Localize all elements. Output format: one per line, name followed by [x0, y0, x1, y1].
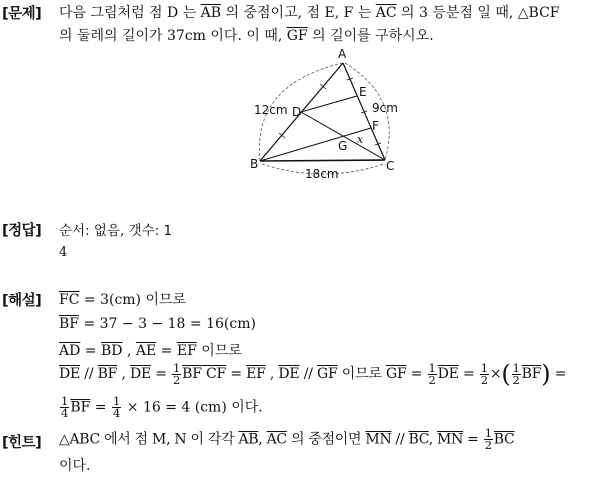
hint-line-1 [59, 428, 514, 451]
times-sign: × [489, 366, 502, 382]
problem-text: 의 중점이고, 점 E, F 는 [221, 5, 376, 21]
segment-gf: $\overline{GF}$ [286, 28, 308, 44]
segment-ad: $\overline{AD}$ [59, 343, 81, 359]
solution-line-5 [59, 396, 263, 419]
segment-mn: $\overline{MN}$ [365, 431, 392, 448]
segment-bd: $\overline{BD}$ [100, 343, 123, 359]
segment-gf: $\overline{GF}$ [317, 366, 338, 382]
solution-line-1 [59, 289, 186, 309]
point-g-label: G [338, 139, 348, 153]
point-f-label: F [372, 119, 379, 133]
segment-ae: $\overline{AE}$ [135, 343, 157, 359]
solution-line-2 [59, 316, 256, 332]
side-bc [260, 160, 385, 161]
segment-bf: $\overline{BF}$ [59, 316, 80, 332]
segment-ab: $\overline{AB}$ [238, 431, 259, 448]
segment-gf: $\overline{GF}$ [385, 366, 407, 382]
solution-text: = [406, 366, 427, 382]
solution-text: 이므로 [337, 366, 386, 382]
point-a-label: A [338, 47, 347, 61]
solution-text: = [458, 366, 479, 382]
solution-line-3 [59, 340, 242, 360]
answer-value: 4 [59, 245, 68, 260]
hint-line-2: 이다. [59, 458, 91, 474]
fraction-numerator: 1 [428, 360, 436, 375]
point-d-label: D [292, 105, 302, 119]
fraction-half [428, 360, 437, 387]
fraction-quarter [112, 396, 121, 419]
solution-text: = [90, 399, 111, 416]
solution-line-4 [59, 360, 566, 388]
solution-text: = [226, 366, 247, 382]
segment-de: $\overline{DE}$ [59, 366, 81, 382]
fraction-numerator: 1 [512, 360, 520, 375]
right-paren: ) [541, 360, 551, 388]
segment-bf: $\overline{BF}$ [521, 366, 542, 382]
segment-bf: $\overline{BF}$ [70, 399, 91, 416]
fraction-numerator: 1 [61, 394, 69, 408]
fraction-denominator: 4 [112, 406, 121, 420]
solution-text: = 37 − 3 − 18 = 16(cm) [79, 316, 256, 332]
solution-text: = [80, 343, 101, 359]
answer-label: [정답] [2, 223, 42, 239]
segment-ab: $\overline{AB}$ [200, 5, 222, 21]
answer-meta: 순서: 없음, 갯수: 1 [59, 223, 173, 239]
length-ab-label: 12cm [254, 103, 288, 117]
fraction-half [172, 360, 181, 387]
fraction-denominator: 2 [480, 372, 488, 387]
solution-label: [해설] [2, 293, 42, 309]
hint-text: △ABC 에서 점 M, N 이 각각 [59, 431, 239, 448]
problem-label: [문제] [2, 6, 42, 22]
fraction-quarter [60, 396, 69, 419]
fraction-denominator: 4 [61, 406, 69, 420]
segment-ef: $\overline{EF}$ [176, 343, 197, 359]
fraction-numerator: 1 [480, 360, 488, 375]
solution-text: , [117, 366, 130, 382]
segment-fc: $\overline{FC}$ [59, 292, 80, 308]
segment-bf: $\overline{BF}$ [97, 366, 118, 382]
triangle-figure [248, 44, 408, 184]
segment-de: $\overline{DE}$ [437, 366, 459, 382]
segment-de [301, 96, 357, 112]
parallel-sign: // [80, 366, 98, 382]
solution-text: × 16 = 4 (cm) 이다. [122, 399, 263, 416]
hint-label: [힌트] [2, 435, 42, 451]
segment-mn: $\overline{MN}$ [437, 431, 464, 448]
solution-text: = [550, 366, 567, 382]
point-b-label: B [250, 157, 259, 171]
problem-text: 의 3 등분점 일 때, △BCF [396, 5, 560, 21]
solution-text: = [156, 343, 177, 359]
hint-text: , [428, 431, 438, 448]
segment-ef: $\overline{EF}$ [246, 366, 266, 382]
solution-text: , [122, 343, 136, 359]
problem-text: 다음 그림처럼 점 D 는 [59, 5, 201, 21]
problem-text: 의 둘레의 길이가 37cm 이다. 이 때, [59, 28, 287, 44]
fraction-half [480, 360, 489, 387]
segment-bf [260, 128, 371, 161]
fraction-denominator: 2 [428, 372, 436, 387]
segment-bc: $\overline{BC}$ [408, 431, 429, 448]
fraction-denominator: 2 [512, 372, 520, 387]
fraction-half [512, 360, 521, 387]
segment-ac: $\overline{AC}$ [266, 431, 287, 448]
solution-text: = 3(cm) 이므로 [79, 292, 187, 308]
left-paren: ( [501, 360, 511, 388]
length-cf-label: 9cm [372, 101, 398, 115]
solution-text: = [151, 366, 172, 382]
problem-line-2 [59, 25, 434, 45]
fraction-numerator: 1 [484, 426, 492, 440]
segment-cf: CF [201, 366, 227, 382]
variable-x-label: x [357, 133, 364, 146]
length-bc-label: 18cm [305, 167, 339, 181]
parallel-sign: // [299, 366, 317, 382]
segment-bc: $\overline{BC}$ [493, 431, 515, 448]
segment-bf: $\overline{BF}$ [182, 366, 202, 382]
fraction-denominator: 2 [173, 372, 181, 387]
hint-text: = [463, 431, 483, 448]
hint-text: 의 중점이면 [286, 431, 366, 448]
segment-de: $\overline{DE}$ [278, 366, 300, 382]
solution-text: , [265, 366, 279, 382]
solution-text: 이므로 [196, 343, 242, 359]
problem-line-1 [59, 2, 560, 22]
fraction-numerator: 1 [112, 394, 121, 408]
point-c-label: C [386, 159, 395, 173]
fraction-half [484, 428, 493, 451]
hint-text: , [258, 431, 267, 448]
fraction-numerator: 1 [173, 360, 181, 375]
fraction-denominator: 2 [484, 438, 492, 452]
parallel-sign: // [391, 431, 409, 448]
segment-ac: $\overline{AC}$ [375, 5, 397, 21]
segment-de: $\overline{DE}$ [129, 366, 152, 382]
point-e-label: E [359, 85, 367, 99]
problem-text: 의 길이를 구하시오. [307, 28, 434, 44]
